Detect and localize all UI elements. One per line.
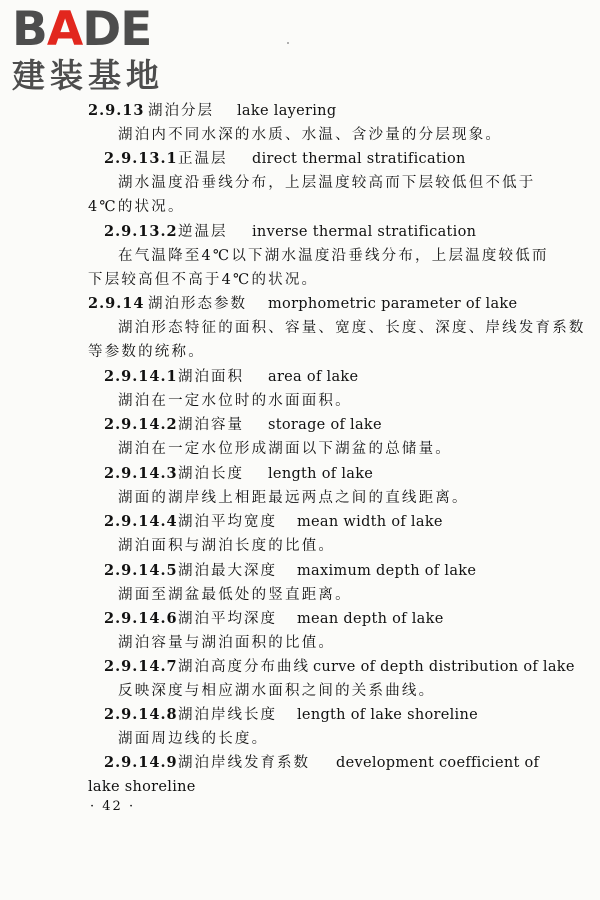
entry-number: 2.9.14.7 bbox=[104, 658, 178, 675]
entry-term-zh: 湖泊岸线发育系数 bbox=[178, 755, 310, 771]
entry-term-en: direct thermal stratification bbox=[252, 151, 466, 167]
entry-definition: 湖泊内不同水深的水质、水温、含沙量的分层现象。 bbox=[118, 127, 503, 143]
entry-term-zh: 湖泊容量 bbox=[178, 417, 244, 433]
entry-definition: 反映深度与相应湖水面积之间的关系曲线。 bbox=[118, 683, 436, 699]
entry-term-en: morphometric parameter of lake bbox=[268, 296, 518, 312]
entry-term-zh: 逆温层 bbox=[178, 224, 228, 240]
entry-term-zh: 湖泊形态参数 bbox=[148, 296, 247, 312]
entry-number: 2.9.13.2 bbox=[104, 223, 178, 240]
entry-term-en-cont: lake shoreline bbox=[88, 779, 196, 795]
entry-term-en: maximum depth of lake bbox=[297, 563, 477, 579]
entry-definition: 湖面的湖岸线上相距最远两点之间的直线距离。 bbox=[118, 490, 469, 506]
entry-term-en: mean width of lake bbox=[297, 514, 443, 530]
logo-subtitle: 建装基地 bbox=[12, 56, 164, 95]
entry-number: 2.9.14.1 bbox=[104, 368, 178, 385]
logo-accent-letter: A bbox=[46, 2, 83, 57]
entry-term-zh: 湖泊岸线长度 bbox=[178, 707, 277, 723]
entry-definition: 湖泊形态特征的面积、容量、宽度、长度、深度、岸线发育系数 bbox=[118, 320, 586, 336]
entry-definition-cont: 4℃的状况。 bbox=[88, 199, 185, 215]
entry-term-en: length of lake bbox=[268, 466, 374, 482]
entry-definition-cont: 下层较高但不高于4℃的状况。 bbox=[88, 272, 319, 288]
entry-term-en: mean depth of lake bbox=[297, 611, 444, 627]
entry-definition: 湖泊在一定水位时的水面面积。 bbox=[118, 393, 352, 409]
entry-number: 2.9.14.2 bbox=[104, 416, 178, 433]
entry-term-en: length of lake shoreline bbox=[297, 707, 478, 723]
entry-definition: 湖水温度沿垂线分布，上层温度较高而下层较低但不低于 bbox=[118, 175, 536, 191]
entry-term-zh: 湖泊平均深度 bbox=[178, 611, 277, 627]
entry-definition: 在气温降至4℃以下湖水温度沿垂线分布，上层温度较低而 bbox=[118, 248, 549, 264]
page-number: · 42 · bbox=[90, 799, 136, 814]
entry-definition: 湖泊在一定水位形成湖面以下湖盆的总储量。 bbox=[118, 441, 452, 457]
entry-term-zh: 湖泊分层 bbox=[148, 103, 214, 119]
bade-logo bbox=[12, 4, 177, 94]
entry-definition: 湖面周边线的长度。 bbox=[118, 731, 269, 747]
entry-term-en: lake layering bbox=[237, 103, 337, 119]
entry-number: 2.9.14.8 bbox=[104, 706, 178, 723]
entry-number: 2.9.14.5 bbox=[104, 562, 178, 579]
entry-number: 2.9.14.4 bbox=[104, 513, 178, 530]
entry-term-zh: 湖泊长度 bbox=[178, 466, 244, 482]
entry-definition-cont: 等参数的统称。 bbox=[88, 344, 205, 360]
entry-number: 2.9.13.1 bbox=[104, 150, 178, 167]
entry-number: 2.9.14 bbox=[88, 295, 145, 312]
logo-wordmark: BADE bbox=[12, 2, 152, 57]
entry-term-en: curve of depth distribution of lake bbox=[313, 659, 575, 675]
entry-definition: 湖泊面积与湖泊长度的比值。 bbox=[118, 538, 336, 554]
entry-definition: 湖面至湖盆最低处的竖直距离。 bbox=[118, 587, 352, 603]
entry-term-zh: 湖泊高度分布曲线 bbox=[178, 659, 310, 675]
entry-number: 2.9.14.3 bbox=[104, 465, 178, 482]
speck bbox=[287, 42, 289, 44]
entry-term-zh: 湖泊最大深度 bbox=[178, 563, 277, 579]
entry-term-en: development coefficient of bbox=[336, 755, 540, 771]
entry-term-en: area of lake bbox=[268, 369, 359, 385]
entry-term-zh: 正温层 bbox=[178, 151, 228, 167]
entry-number: 2.9.14.9 bbox=[104, 754, 178, 771]
entry-term-en: storage of lake bbox=[268, 417, 382, 433]
entry-term-zh: 湖泊平均宽度 bbox=[178, 514, 277, 530]
entry-number: 2.9.14.6 bbox=[104, 610, 178, 627]
entry-term-zh: 湖泊面积 bbox=[178, 369, 244, 385]
entry-definition: 湖泊容量与湖泊面积的比值。 bbox=[118, 635, 336, 651]
entry-number: 2.9.13 bbox=[88, 102, 145, 119]
entry-term-en: inverse thermal stratification bbox=[252, 224, 477, 240]
